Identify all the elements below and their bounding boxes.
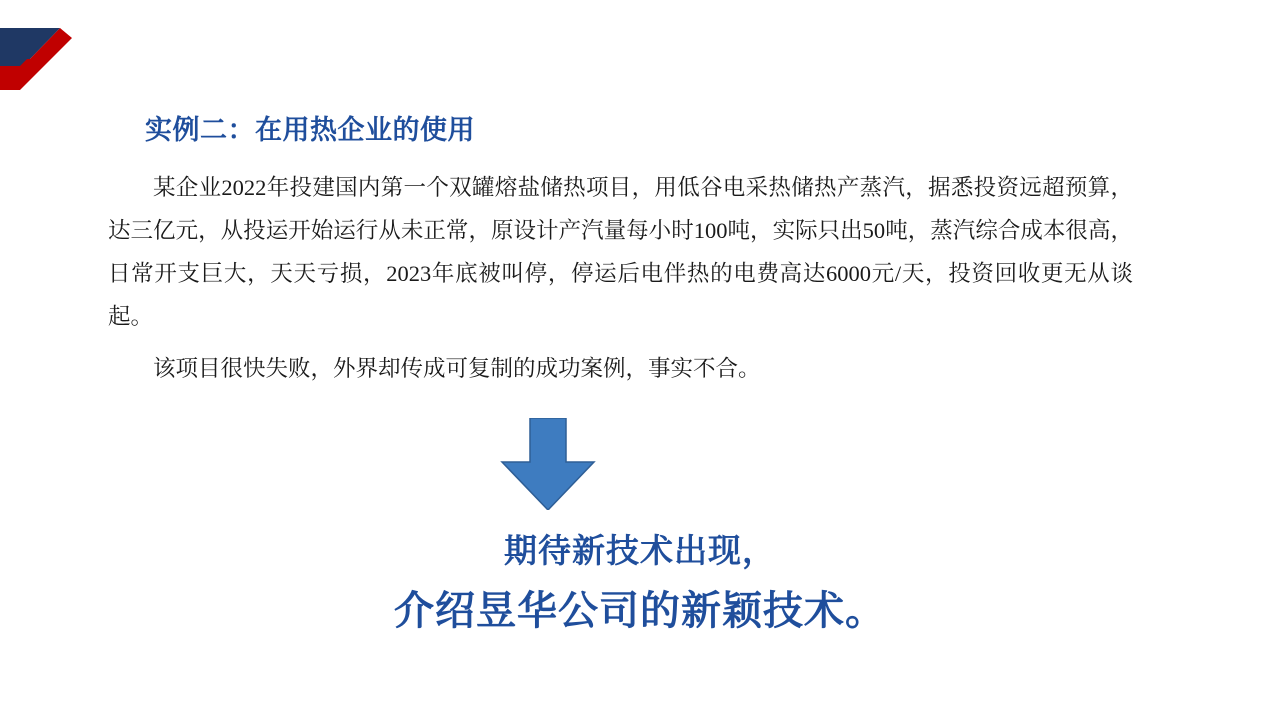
conclusion-block <box>0 528 1280 640</box>
body-text <box>108 166 1133 399</box>
down-arrow-icon <box>500 418 596 510</box>
paragraph-2: 该项目很快失败，外界却传成可复制的成功案例，事实不合。 <box>153 356 761 381</box>
corner-flag-decoration <box>0 28 72 90</box>
conclusion-line-1: 期待新技术出现， <box>504 532 776 569</box>
page-title: 实例二：在用热企业的使用 <box>145 115 475 145</box>
conclusion-line-2: 介绍昱华公司的新颖技术。 <box>394 589 886 633</box>
title-block <box>145 108 475 147</box>
paragraph-1: 某企业2022年投建国内第一个双罐熔盐储热项目，用低谷电采热储热产蒸汽，据悉投资远超预算，达三亿元，从投运开始运行从未正常，原设计产汽量每小时100吨，实际只出50吨，蒸汽综合成本很高，日常开支巨大，天天亏损，2023年底被叫停，停运后电伴热的电费高达6000元/天，投资回收更无从谈起。 <box>108 175 1133 329</box>
